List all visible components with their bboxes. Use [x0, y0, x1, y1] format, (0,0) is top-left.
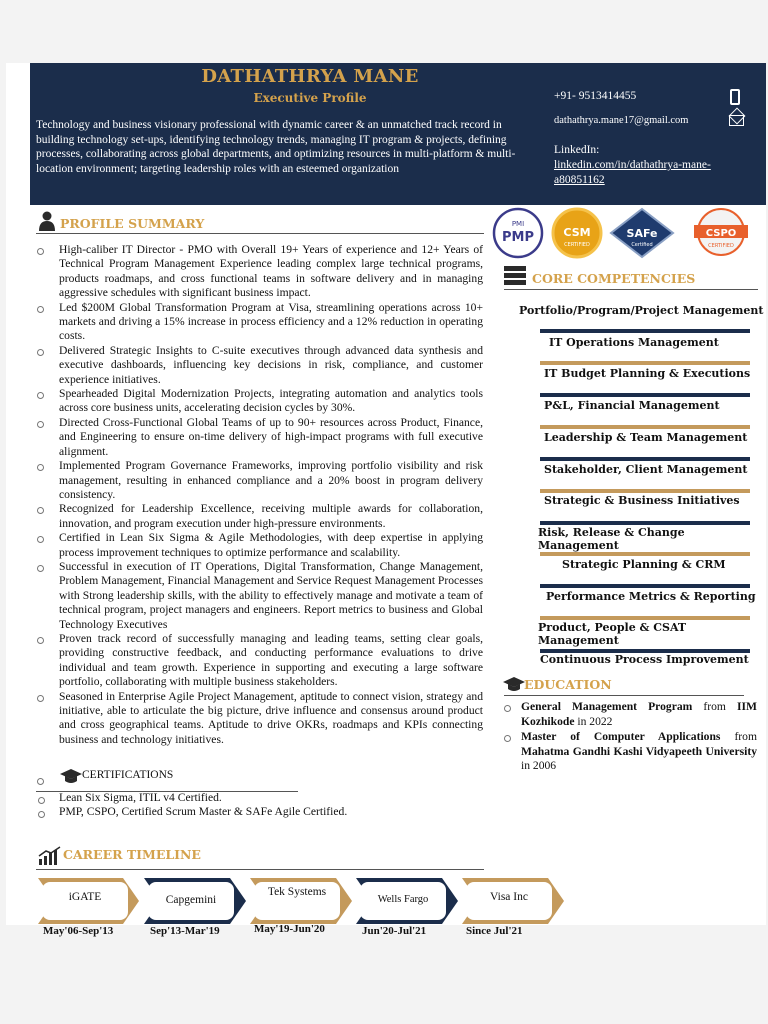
header-banner	[30, 63, 766, 205]
core-competencies-heading: CORE COMPETENCIES	[532, 271, 696, 286]
education-list	[521, 700, 757, 774]
certifications-heading: CERTIFICATIONS	[82, 769, 174, 781]
profile-summary-heading: PROFILE SUMMARY	[60, 216, 205, 231]
bullet-icon	[37, 637, 44, 644]
timeline-period: May'06-Sep'13	[43, 925, 114, 937]
svg-text:CERTIFIED: CERTIFIED	[564, 242, 590, 248]
list-item: Spearheaded Digital Modernization Projects, integrating automation and analytics tools across core business units, accelerating decision cycles by 30%.	[59, 387, 483, 416]
competency-item: Leadership & Team Management	[544, 431, 748, 444]
profile-summary-list	[59, 243, 483, 747]
csm-badge	[551, 207, 603, 259]
competency-divider	[540, 521, 750, 525]
list-item: Certified in Lean Six Sigma & Agile Methodologies, with deep expertise in applying process improvement techniques to optimize performance and scalability.	[59, 531, 483, 560]
server-stack-icon	[504, 266, 526, 286]
competency-item: Strategic Planning & CRM	[562, 558, 726, 571]
cspo-badge	[688, 207, 754, 259]
timeline-company: Visa Inc	[490, 891, 528, 903]
divider	[504, 289, 758, 290]
person-icon	[38, 211, 56, 231]
bullet-icon	[37, 306, 44, 313]
competency-item: Risk, Release & Change Management	[538, 526, 685, 552]
competency-divider	[540, 616, 750, 620]
svg-text:PMI: PMI	[511, 220, 525, 228]
competency-item: Strategic & Business Initiatives	[544, 494, 740, 507]
timeline-company: Capgemini	[165, 894, 217, 906]
timeline-company: iGATE	[68, 891, 102, 903]
linkedin-link[interactable]: linkedin.com/in/dathathrya-mane-a80851162	[554, 159, 711, 186]
timeline-company: Tek Systems	[267, 886, 327, 898]
timeline-company: Wells Fargo	[377, 894, 429, 905]
svg-text:CSPO: CSPO	[705, 228, 737, 239]
list-item: Proven track record of successfully managing and leading teams, setting clear goals, providing constructive feedback, and conducting performance evaluations to drive individual and team growth. Experience in supporting and executing a large software portfolio, collaborating with multiple business stakeholders.	[59, 632, 483, 690]
competency-divider	[540, 552, 750, 556]
bullet-icon	[504, 735, 511, 742]
bullet-icon	[37, 464, 44, 471]
linkedin-label: LinkedIn:	[554, 144, 600, 156]
list-item: Directed Cross-Functional Global Teams of up to 90+ resources across Product, Finance, and Engineering to ensure on-time delivery of high-impact programs with full executive alignment.	[59, 416, 483, 459]
certifications-list	[59, 791, 459, 820]
graduation-cap-icon	[60, 767, 82, 785]
list-item: Led $200M Global Transformation Program at Visa, streamlining operations across 10+ markets and driving a 15% increase in process efficiency and a 12% reduction in operating costs.	[59, 301, 483, 344]
bullet-icon	[37, 565, 44, 572]
header-summary: Technology and business visionary professional with dynamic career & an unmatched track record in building technology set-ups, identifying technology trends, managing IT program & projects, defining processes, collaborating across global departments, and optimizing resources in multi-platform & multi-location environment; targeting leadership roles with an esteemed organization	[36, 119, 516, 175]
list-item: Implemented Program Governance Frameworks, improving portfolio visibility and risk management, resulting in enhanced compliance and a 20% boost in program delivery consistency.	[59, 459, 483, 502]
list-item: Recognized for Leadership Excellence, receiving multiple awards for collaboration, innovation, and program execution under high-pressure environments.	[59, 502, 483, 531]
bullet-icon	[37, 349, 44, 356]
candidate-name: DATHATHRYA MANE	[201, 66, 419, 87]
list-item: Lean Six Sigma, ITIL v4 Certified.	[59, 791, 459, 805]
bullet-icon	[37, 507, 44, 514]
list-item: Master of Computer Applications from Mahatma Gandhi Kashi Vidyapeeth University in 2006	[521, 730, 757, 774]
svg-text:Certified: Certified	[631, 242, 653, 248]
svg-text:PMP: PMP	[502, 230, 534, 245]
competency-item: Portfolio/Program/Project Management	[519, 304, 764, 317]
phone-icon	[730, 89, 740, 105]
competency-item: Product, People & CSAT Management	[538, 621, 687, 647]
competency-divider	[540, 457, 750, 461]
bullet-icon	[37, 695, 44, 702]
list-item: Delivered Strategic Insights to C-suite executives through advanced data synthesis and executive dashboards, influencing key decisions in risk, compliance, and customer experience initiatives.	[59, 344, 483, 387]
svg-text:CERTIFIED: CERTIFIED	[708, 243, 734, 249]
competency-item: IT Budget Planning & Executions	[544, 367, 751, 380]
list-item: Successful in execution of IT Operations, Digital Transformation, Change Management, Problem Management, Financial Management and Service Request Management Processes with Strong leadership skills, with the ability to effectively manage and motivate a team of technical program, project managers and engineers. Report metrics to business and Global Technology Executives	[59, 560, 483, 632]
divider	[36, 233, 484, 234]
bullet-icon	[504, 705, 511, 712]
list-item: General Management Program from IIM Kozhikode in 2022	[521, 700, 757, 729]
svg-text:SAFe: SAFe	[626, 227, 658, 240]
email-address[interactable]: dathathrya.mane17@gmail.com	[554, 115, 689, 126]
competency-item: Stakeholder, Client Management	[544, 463, 748, 476]
list-item: High-caliber IT Director - PMO with Overall 19+ Years of experience and 12+ Years of Technical Program Management Experience leading complex large technical programs, products roadmaps, and cross functional teams in software delivery and in managing aggressive schedules with significant business impact.	[59, 243, 483, 301]
list-item: Seasoned in Enterprise Agile Project Management, aptitude to connect vision, strategy and initiative, able to articulate the big picture, drive influence and consensus around product and cross geographical teams. Aptitude to drive OKRs, roadmaps and KPIs connecting business and technology initiatives.	[59, 690, 483, 748]
svg-text:CSM: CSM	[563, 226, 591, 239]
competency-item: IT Operations Management	[549, 336, 719, 349]
competency-divider	[540, 425, 750, 429]
bullet-icon	[37, 778, 44, 785]
timeline-period: Sep'13-Mar'19	[150, 925, 220, 937]
bullet-icon	[37, 392, 44, 399]
bullet-icon	[37, 536, 44, 543]
divider	[36, 869, 484, 870]
bar-chart-icon	[38, 847, 62, 865]
bullet-icon	[37, 421, 44, 428]
competency-item: Performance Metrics & Reporting	[546, 590, 756, 603]
graduation-cap-icon	[503, 675, 525, 693]
competency-divider	[540, 584, 750, 588]
safe-badge	[609, 207, 675, 259]
competency-item: P&L, Financial Management	[544, 399, 720, 412]
competency-divider	[540, 329, 750, 333]
timeline-period: May'19-Jun'20	[254, 923, 325, 935]
career-timeline-heading: CAREER TIMELINE	[63, 847, 201, 862]
competency-divider	[540, 361, 750, 365]
competency-divider	[540, 393, 750, 397]
timeline-period: Jun'20-Jul'21	[362, 925, 427, 937]
education-heading: EDUCATION	[524, 677, 612, 692]
envelope-icon	[729, 115, 744, 126]
phone-number[interactable]: +91- 9513414455	[554, 90, 637, 102]
candidate-title: Executive Profile	[253, 91, 367, 105]
competency-divider	[540, 489, 750, 493]
bullet-icon	[38, 797, 45, 804]
competency-item: Continuous Process Improvement	[540, 653, 749, 666]
list-item: PMP, CSPO, Certified Scrum Master & SAFe Agile Certified.	[59, 805, 459, 819]
timeline-period: Since Jul'21	[466, 925, 523, 937]
divider	[504, 695, 744, 696]
bullet-icon	[37, 248, 44, 255]
resume-page	[6, 63, 766, 937]
pmp-badge	[490, 207, 546, 259]
bullet-icon	[38, 811, 45, 818]
